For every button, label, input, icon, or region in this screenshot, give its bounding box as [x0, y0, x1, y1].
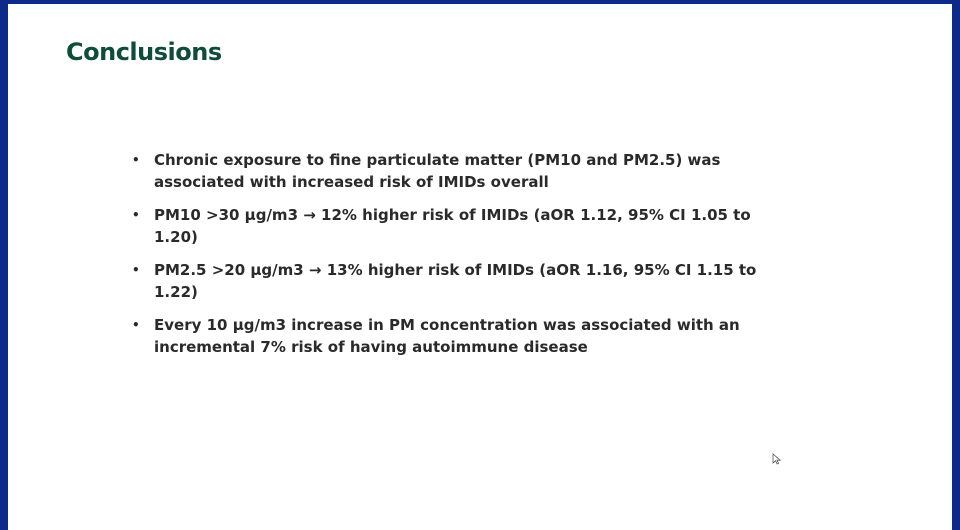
bullet-marker: • — [132, 318, 140, 332]
bullet-text: PM10 >30 μg/m3 → 12% higher risk of IMIDs (aOR 1.12, 95% CI 1.05 to 1.20) — [154, 206, 751, 246]
bullet-list — [132, 149, 772, 369]
bullet-item — [132, 314, 772, 358]
bullet-item — [132, 259, 772, 303]
mouse-pointer-icon — [772, 453, 782, 465]
bullet-marker: • — [132, 208, 140, 222]
bullet-item — [132, 204, 772, 248]
slide — [8, 4, 952, 530]
bullet-marker: • — [132, 263, 140, 277]
slide-title: Conclusions — [66, 38, 222, 66]
bullet-text: Chronic exposure to fine particulate matter (PM10 and PM2.5) was associated with increased risk of IMIDs overall — [154, 151, 721, 191]
bullet-text: Every 10 μg/m3 increase in PM concentration was associated with an incremental 7% risk of having autoimmune disease — [154, 316, 740, 356]
bullet-marker: • — [132, 153, 140, 167]
bullet-item — [132, 149, 772, 193]
bullet-text: PM2.5 >20 μg/m3 → 13% higher risk of IMIDs (aOR 1.16, 95% CI 1.15 to 1.22) — [154, 261, 757, 301]
